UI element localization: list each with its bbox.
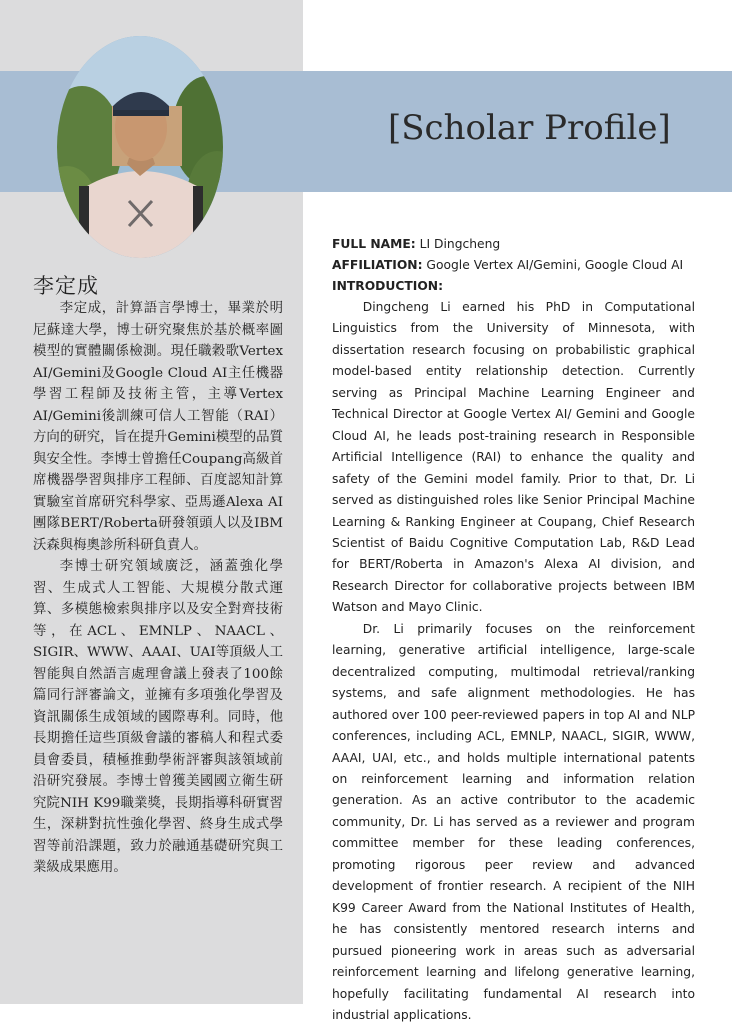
- chinese-name: 李定成: [33, 274, 99, 298]
- portrait-photo: [57, 36, 223, 258]
- introduction-row: [332, 276, 695, 297]
- chinese-bio-paragraph: 李定成，計算語言學博士，畢業於明尼蘇達大學，博士研究聚焦於基於概率圖模型的實體關係檢測。現任職穀歌Vertex AI/Gemini及Google Cloud AI主任機器學習工程師及技術主管，主導Vertex AI/Gemini後訓練可信人工智能（RAI）方向的研究，旨在提升Gemini模型的品質與安全性。李博士曾擔任Coupang高級首席機器學習與排序工程師、百度認知計算實驗室首席研究科學家、亞馬遜Alexa AI團隊BERT/Roberta研發領頭人以及IBM沃森與梅奧診所科研負責人。: [33, 301, 283, 553]
- chinese-bio: [33, 298, 283, 879]
- page-title: [Scholar Profile]: [388, 108, 671, 148]
- affiliation-row: [332, 255, 695, 276]
- english-bio-paragraph: Dingcheng Li earned his PhD in Computational Linguistics from the University of Minnesota, with dissertation research focusing on probabilistic graphical model-based entity relationship detection. Currently serving as Principal Machine Learning Engineer and Technical Director at Google Vertex AI/ Gemini and Google Cloud AI, he leads post-training research in Responsible Artificial Intelligence (RAI) to enhance the quality and safety of the Gemini model family. Prior to that, Dr. Li served as distinguished roles like Senior Principal Machine Learning & Ranking Engineer at Coupang, Chief Research Scientist of Baidu Cognitive Computation Lab, R&D Lead for BERT/Roberta in Amazon's Alexa AI division, and Research Director for collaborative projects between IBM Watson and Mayo Clinic.: [332, 300, 695, 615]
- full-name-label: FULL NAME:: [332, 237, 416, 251]
- introduction-label: INTRODUCTION:: [332, 279, 444, 293]
- full-name-row: [332, 234, 695, 255]
- english-profile: [332, 234, 695, 1026]
- affiliation-value: Google Vertex AI/Gemini, Google Cloud AI: [426, 258, 684, 272]
- affiliation-label: AFFILIATION:: [332, 258, 423, 272]
- chinese-bio-paragraph: 李博士研究領域廣泛，涵蓋強化學習、生成式人工智能、大規模分散式運算、多模態檢索與排序以及安全對齊技術等，在ACL、EMNLP、NAACL、SIGIR、WWW、AAAI、UAI等頂級人工智能與自然語言處理會議上發表了100餘篇同行評審論文，並擁有多項強化學習及資訊關係生成領域的國際專利。同時，他長期擔任這些頂級會議的審稿人和程式委員會委員，積極推動學術評審與該領域前沿研究發展。李博士曾獲美國國立衛生研究院NIH K99職業獎，長期指導科研實習生，深耕對抗性強化學習、終身生成式學習等前沿課題，致力於融通基礎研究與工業級成果應用。: [33, 559, 283, 875]
- english-bio-paragraph: Dr. Li primarily focuses on the reinforcement learning, generative artificial intelligence, large-scale decentralized computing, multimodal retrieval/ranking systems, and safe alignment methodologies. He has authored over 100 peer-reviewed papers in top AI and NLP conferences, including ACL, EMNLP, NAACL, SIGIR, WWW, AAAI, UAI, etc., and holds multiple international patents on reinforcement learning and information relation generation. As an active contributor to the academic community, Dr. Li has served as a reviewer and program committee member for these leading conferences, promoting rigorous peer review and advanced development of frontier research. A recipient of the NIH K99 Career Award from the National Institutes of Health, he has consistently mentored research interns and pursued pioneering work in areas such as adversarial reinforcement learning and lifelong generative learning, hopefully facilitating fundamental AI research into industrial applications.: [332, 621, 695, 1022]
- english-bio: [332, 297, 695, 1026]
- full-name-value: LI Dingcheng: [419, 237, 501, 251]
